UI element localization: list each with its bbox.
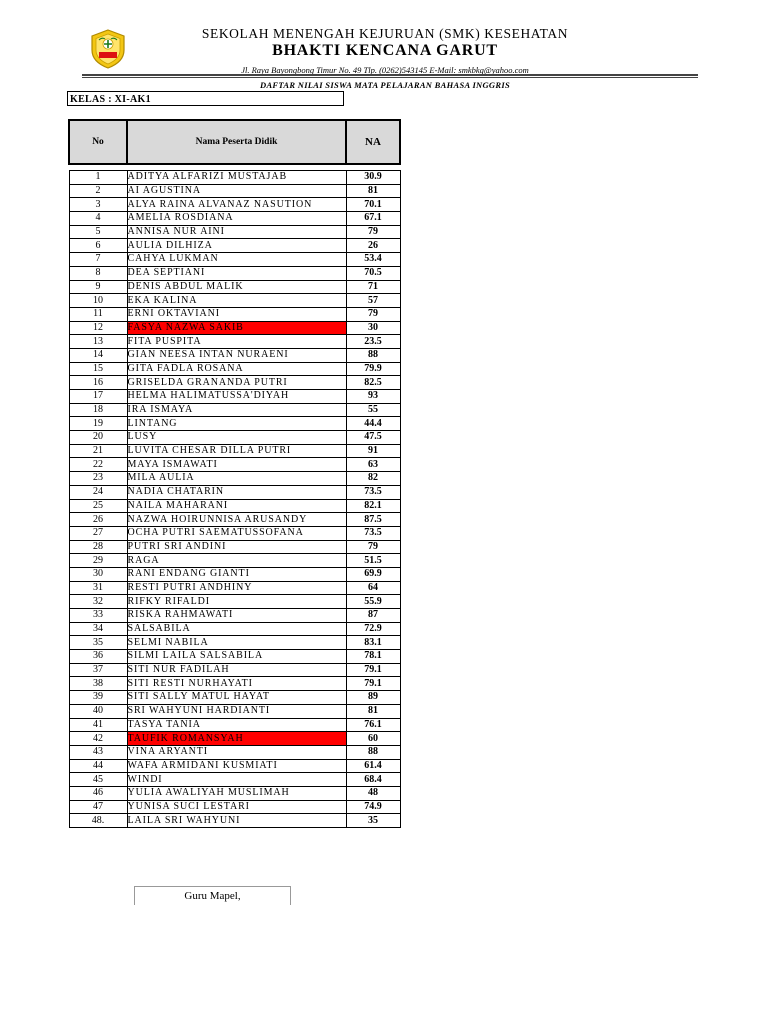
teacher-signature-label: Guru Mapel, <box>134 886 291 905</box>
cell-na: 53.4 <box>346 253 400 267</box>
table-header-row <box>69 120 400 164</box>
cell-na: 79.9 <box>346 362 400 376</box>
table-row <box>69 485 400 499</box>
cell-no: 19 <box>69 417 127 431</box>
cell-name: AI AGUSTINA <box>127 184 346 198</box>
cell-name: NAZWA HOIRUNNISA ARUSANDY <box>127 513 346 527</box>
cell-no: 1 <box>69 171 127 185</box>
cell-na: 73.5 <box>346 526 400 540</box>
column-header-name: Nama Peserta Didik <box>127 120 346 164</box>
table-row <box>69 526 400 540</box>
cell-no: 11 <box>69 307 127 321</box>
table-row <box>69 266 400 280</box>
cell-no: 28 <box>69 540 127 554</box>
cell-no: 4 <box>69 212 127 226</box>
table-row <box>69 335 400 349</box>
cell-no: 43 <box>69 745 127 759</box>
cell-no: 44 <box>69 759 127 773</box>
cell-name: SELMI NABILA <box>127 636 346 650</box>
cell-name: ANNISA NUR AINI <box>127 225 346 239</box>
cell-no: 35 <box>69 636 127 650</box>
table-row <box>69 212 400 226</box>
cell-na: 71 <box>346 280 400 294</box>
cell-na: 67.1 <box>346 212 400 226</box>
cell-na: 83.1 <box>346 636 400 650</box>
table-row <box>69 171 400 185</box>
cell-no: 14 <box>69 348 127 362</box>
table-row <box>69 540 400 554</box>
table-row <box>69 417 400 431</box>
cell-na: 60 <box>346 732 400 746</box>
table-row <box>69 704 400 718</box>
table-row <box>69 472 400 486</box>
grades-table <box>68 119 401 828</box>
cell-no: 38 <box>69 677 127 691</box>
cell-no: 6 <box>69 239 127 253</box>
table-row <box>69 759 400 773</box>
cell-name: AMELIA ROSDIANA <box>127 212 346 226</box>
cell-no: 26 <box>69 513 127 527</box>
cell-name: HELMA HALIMATUSSA'DIYAH <box>127 390 346 404</box>
cell-no: 17 <box>69 390 127 404</box>
table-row <box>69 321 400 335</box>
cell-no: 42 <box>69 732 127 746</box>
cell-na: 89 <box>346 691 400 705</box>
cell-na: 74.9 <box>346 800 400 814</box>
table-row <box>69 595 400 609</box>
cell-name: SITI SALLY MATUL HAYAT <box>127 691 346 705</box>
cell-name: SITI NUR FADILAH <box>127 663 346 677</box>
cell-name: SILMI LAILA SALSABILA <box>127 650 346 664</box>
cell-name: NAILA MAHARANI <box>127 499 346 513</box>
document-title: DAFTAR NILAI SISWA MATA PELAJARAN BAHASA INGGRIS <box>260 80 510 90</box>
cell-na: 88 <box>346 348 400 362</box>
table-row <box>69 786 400 800</box>
cell-name: RESTI PUTRI ANDHINY <box>127 581 346 595</box>
cell-no: 32 <box>69 595 127 609</box>
cell-na: 79 <box>346 307 400 321</box>
cell-name: SRI WAHYUNI HARDIANTI <box>127 704 346 718</box>
cell-name: RIFKY RIFALDI <box>127 595 346 609</box>
table-body <box>69 164 400 828</box>
cell-na: 88 <box>346 745 400 759</box>
table-row <box>69 609 400 623</box>
table-row <box>69 513 400 527</box>
cell-name: DEA SEPTIANI <box>127 266 346 280</box>
cell-no: 48. <box>69 814 127 828</box>
cell-no: 24 <box>69 485 127 499</box>
cell-na: 55 <box>346 403 400 417</box>
cell-no: 27 <box>69 526 127 540</box>
cell-na: 68.4 <box>346 773 400 787</box>
cell-na: 63 <box>346 458 400 472</box>
cell-no: 8 <box>69 266 127 280</box>
table-row <box>69 814 400 828</box>
table-row <box>69 253 400 267</box>
cell-no: 7 <box>69 253 127 267</box>
cell-name: ADITYA ALFARIZI MUSTAJAB <box>127 171 346 185</box>
table-row <box>69 184 400 198</box>
cell-no: 18 <box>69 403 127 417</box>
cell-na: 44.4 <box>346 417 400 431</box>
cell-name: FITA PUSPITA <box>127 335 346 349</box>
cell-name: RAGA <box>127 554 346 568</box>
table-row <box>69 622 400 636</box>
table-row <box>69 677 400 691</box>
cell-no: 20 <box>69 431 127 445</box>
cell-name: WAFA ARMIDANI KUSMIATI <box>127 759 346 773</box>
table-row <box>69 554 400 568</box>
cell-no: 10 <box>69 294 127 308</box>
table-row <box>69 403 400 417</box>
table-row <box>69 636 400 650</box>
cell-na: 93 <box>346 390 400 404</box>
cell-na: 76.1 <box>346 718 400 732</box>
table-row <box>69 499 400 513</box>
cell-na: 81 <box>346 184 400 198</box>
cell-no: 21 <box>69 444 127 458</box>
cell-na: 82.5 <box>346 376 400 390</box>
cell-no: 41 <box>69 718 127 732</box>
school-type-heading: SEKOLAH MENENGAH KEJURUAN (SMK) KESEHATAN <box>201 26 569 41</box>
class-label: KELAS : XI-AK1 <box>67 91 344 106</box>
cell-name: EKA KALINA <box>127 294 346 308</box>
cell-no: 39 <box>69 691 127 705</box>
cell-name: TASYA TANIA <box>127 718 346 732</box>
cell-name: AULIA DILHIZA <box>127 239 346 253</box>
cell-na: 79.1 <box>346 663 400 677</box>
cell-na: 30.9 <box>346 171 400 185</box>
cell-name: ERNI OKTAVIANI <box>127 307 346 321</box>
cell-no: 30 <box>69 567 127 581</box>
cell-name: GITA FADLA ROSANA <box>127 362 346 376</box>
cell-no: 33 <box>69 609 127 623</box>
table-row <box>69 294 400 308</box>
cell-na: 57 <box>346 294 400 308</box>
cell-name: VINA ARYANTI <box>127 745 346 759</box>
cell-name: LUVITA CHESAR DILLA PUTRI <box>127 444 346 458</box>
cell-no: 45 <box>69 773 127 787</box>
column-header-no: No <box>69 120 127 164</box>
cell-no: 9 <box>69 280 127 294</box>
cell-no: 15 <box>69 362 127 376</box>
table-row <box>69 663 400 677</box>
cell-no: 37 <box>69 663 127 677</box>
cell-name: LAILA SRI WAHYUNI <box>127 814 346 828</box>
cell-na: 61.4 <box>346 759 400 773</box>
cell-name: TAUFIK ROMANSYAH <box>127 732 346 746</box>
cell-name: RISKA RAHMAWATI <box>127 609 346 623</box>
table-row <box>69 567 400 581</box>
cell-no: 23 <box>69 472 127 486</box>
cell-na: 81 <box>346 704 400 718</box>
cell-name: YULIA AWALIYAH MUSLIMAH <box>127 786 346 800</box>
cell-na: 51.5 <box>346 554 400 568</box>
cell-no: 5 <box>69 225 127 239</box>
cell-name: FASYA NAZWA SAKIB <box>127 321 346 335</box>
cell-name: NADIA CHATARIN <box>127 485 346 499</box>
cell-name: LUSY <box>127 431 346 445</box>
cell-name: LINTANG <box>127 417 346 431</box>
table-row <box>69 745 400 759</box>
cell-name: PUTRI SRI ANDINI <box>127 540 346 554</box>
table-row <box>69 376 400 390</box>
table-row <box>69 800 400 814</box>
cell-na: 69.9 <box>346 567 400 581</box>
cell-na: 70.1 <box>346 198 400 212</box>
cell-name: WINDI <box>127 773 346 787</box>
cell-na: 30 <box>346 321 400 335</box>
cell-na: 82.1 <box>346 499 400 513</box>
cell-name: MAYA ISMAWATI <box>127 458 346 472</box>
cell-name: IRA ISMAYA <box>127 403 346 417</box>
table-row <box>69 307 400 321</box>
cell-na: 47.5 <box>346 431 400 445</box>
cell-no: 25 <box>69 499 127 513</box>
table-row <box>69 362 400 376</box>
cell-no: 46 <box>69 786 127 800</box>
column-header-na: NA <box>346 120 400 164</box>
cell-name: GRISELDA GRANANDA PUTRI <box>127 376 346 390</box>
table-row <box>69 280 400 294</box>
school-crest-icon <box>88 28 128 70</box>
table-row <box>69 773 400 787</box>
cell-na: 78.1 <box>346 650 400 664</box>
table-row <box>69 581 400 595</box>
cell-name: ALYA RAINA ALVANAZ NASUTION <box>127 198 346 212</box>
cell-no: 12 <box>69 321 127 335</box>
table-row <box>69 225 400 239</box>
cell-name: GIAN NEESA INTAN NURAENI <box>127 348 346 362</box>
cell-name: OCHA PUTRI SAEMATUSSOFANA <box>127 526 346 540</box>
table-row <box>69 458 400 472</box>
table-row <box>69 732 400 746</box>
cell-na: 72.9 <box>346 622 400 636</box>
table-row <box>69 390 400 404</box>
cell-na: 79 <box>346 225 400 239</box>
cell-name: RANI ENDANG GIANTI <box>127 567 346 581</box>
cell-name: CAHYA LUKMAN <box>127 253 346 267</box>
cell-no: 16 <box>69 376 127 390</box>
cell-no: 13 <box>69 335 127 349</box>
table-row <box>69 198 400 212</box>
cell-na: 79.1 <box>346 677 400 691</box>
header-divider <box>82 74 698 76</box>
table-row <box>69 718 400 732</box>
cell-no: 3 <box>69 198 127 212</box>
cell-na: 35 <box>346 814 400 828</box>
cell-name: SALSABILA <box>127 622 346 636</box>
cell-na: 82 <box>346 472 400 486</box>
cell-na: 87.5 <box>346 513 400 527</box>
cell-na: 87 <box>346 609 400 623</box>
cell-no: 40 <box>69 704 127 718</box>
cell-na: 64 <box>346 581 400 595</box>
table-row <box>69 650 400 664</box>
table-row <box>69 348 400 362</box>
cell-name: YUNISA SUCI LESTARI <box>127 800 346 814</box>
cell-name: MILA AULIA <box>127 472 346 486</box>
table-row <box>69 431 400 445</box>
table-row <box>69 239 400 253</box>
cell-no: 2 <box>69 184 127 198</box>
school-name-heading: BHAKTI KENCANA GARUT <box>272 42 498 59</box>
header-divider-thin <box>82 77 698 78</box>
cell-no: 31 <box>69 581 127 595</box>
cell-na: 48 <box>346 786 400 800</box>
table-row <box>69 691 400 705</box>
cell-na: 70.5 <box>346 266 400 280</box>
cell-no: 36 <box>69 650 127 664</box>
school-address: Jl. Raya Bayongbong Timur No. 49 Tlp. (0262)543145 E-Mail: smkbkg@yahoo.com <box>241 65 529 75</box>
cell-na: 55.9 <box>346 595 400 609</box>
cell-na: 73.5 <box>346 485 400 499</box>
cell-na: 23.5 <box>346 335 400 349</box>
table-row <box>69 444 400 458</box>
cell-name: SITI RESTI NURHAYATI <box>127 677 346 691</box>
cell-no: 34 <box>69 622 127 636</box>
cell-na: 26 <box>346 239 400 253</box>
cell-no: 47 <box>69 800 127 814</box>
cell-name: DENIS ABDUL MALIK <box>127 280 346 294</box>
cell-na: 79 <box>346 540 400 554</box>
cell-no: 29 <box>69 554 127 568</box>
cell-na: 91 <box>346 444 400 458</box>
cell-no: 22 <box>69 458 127 472</box>
